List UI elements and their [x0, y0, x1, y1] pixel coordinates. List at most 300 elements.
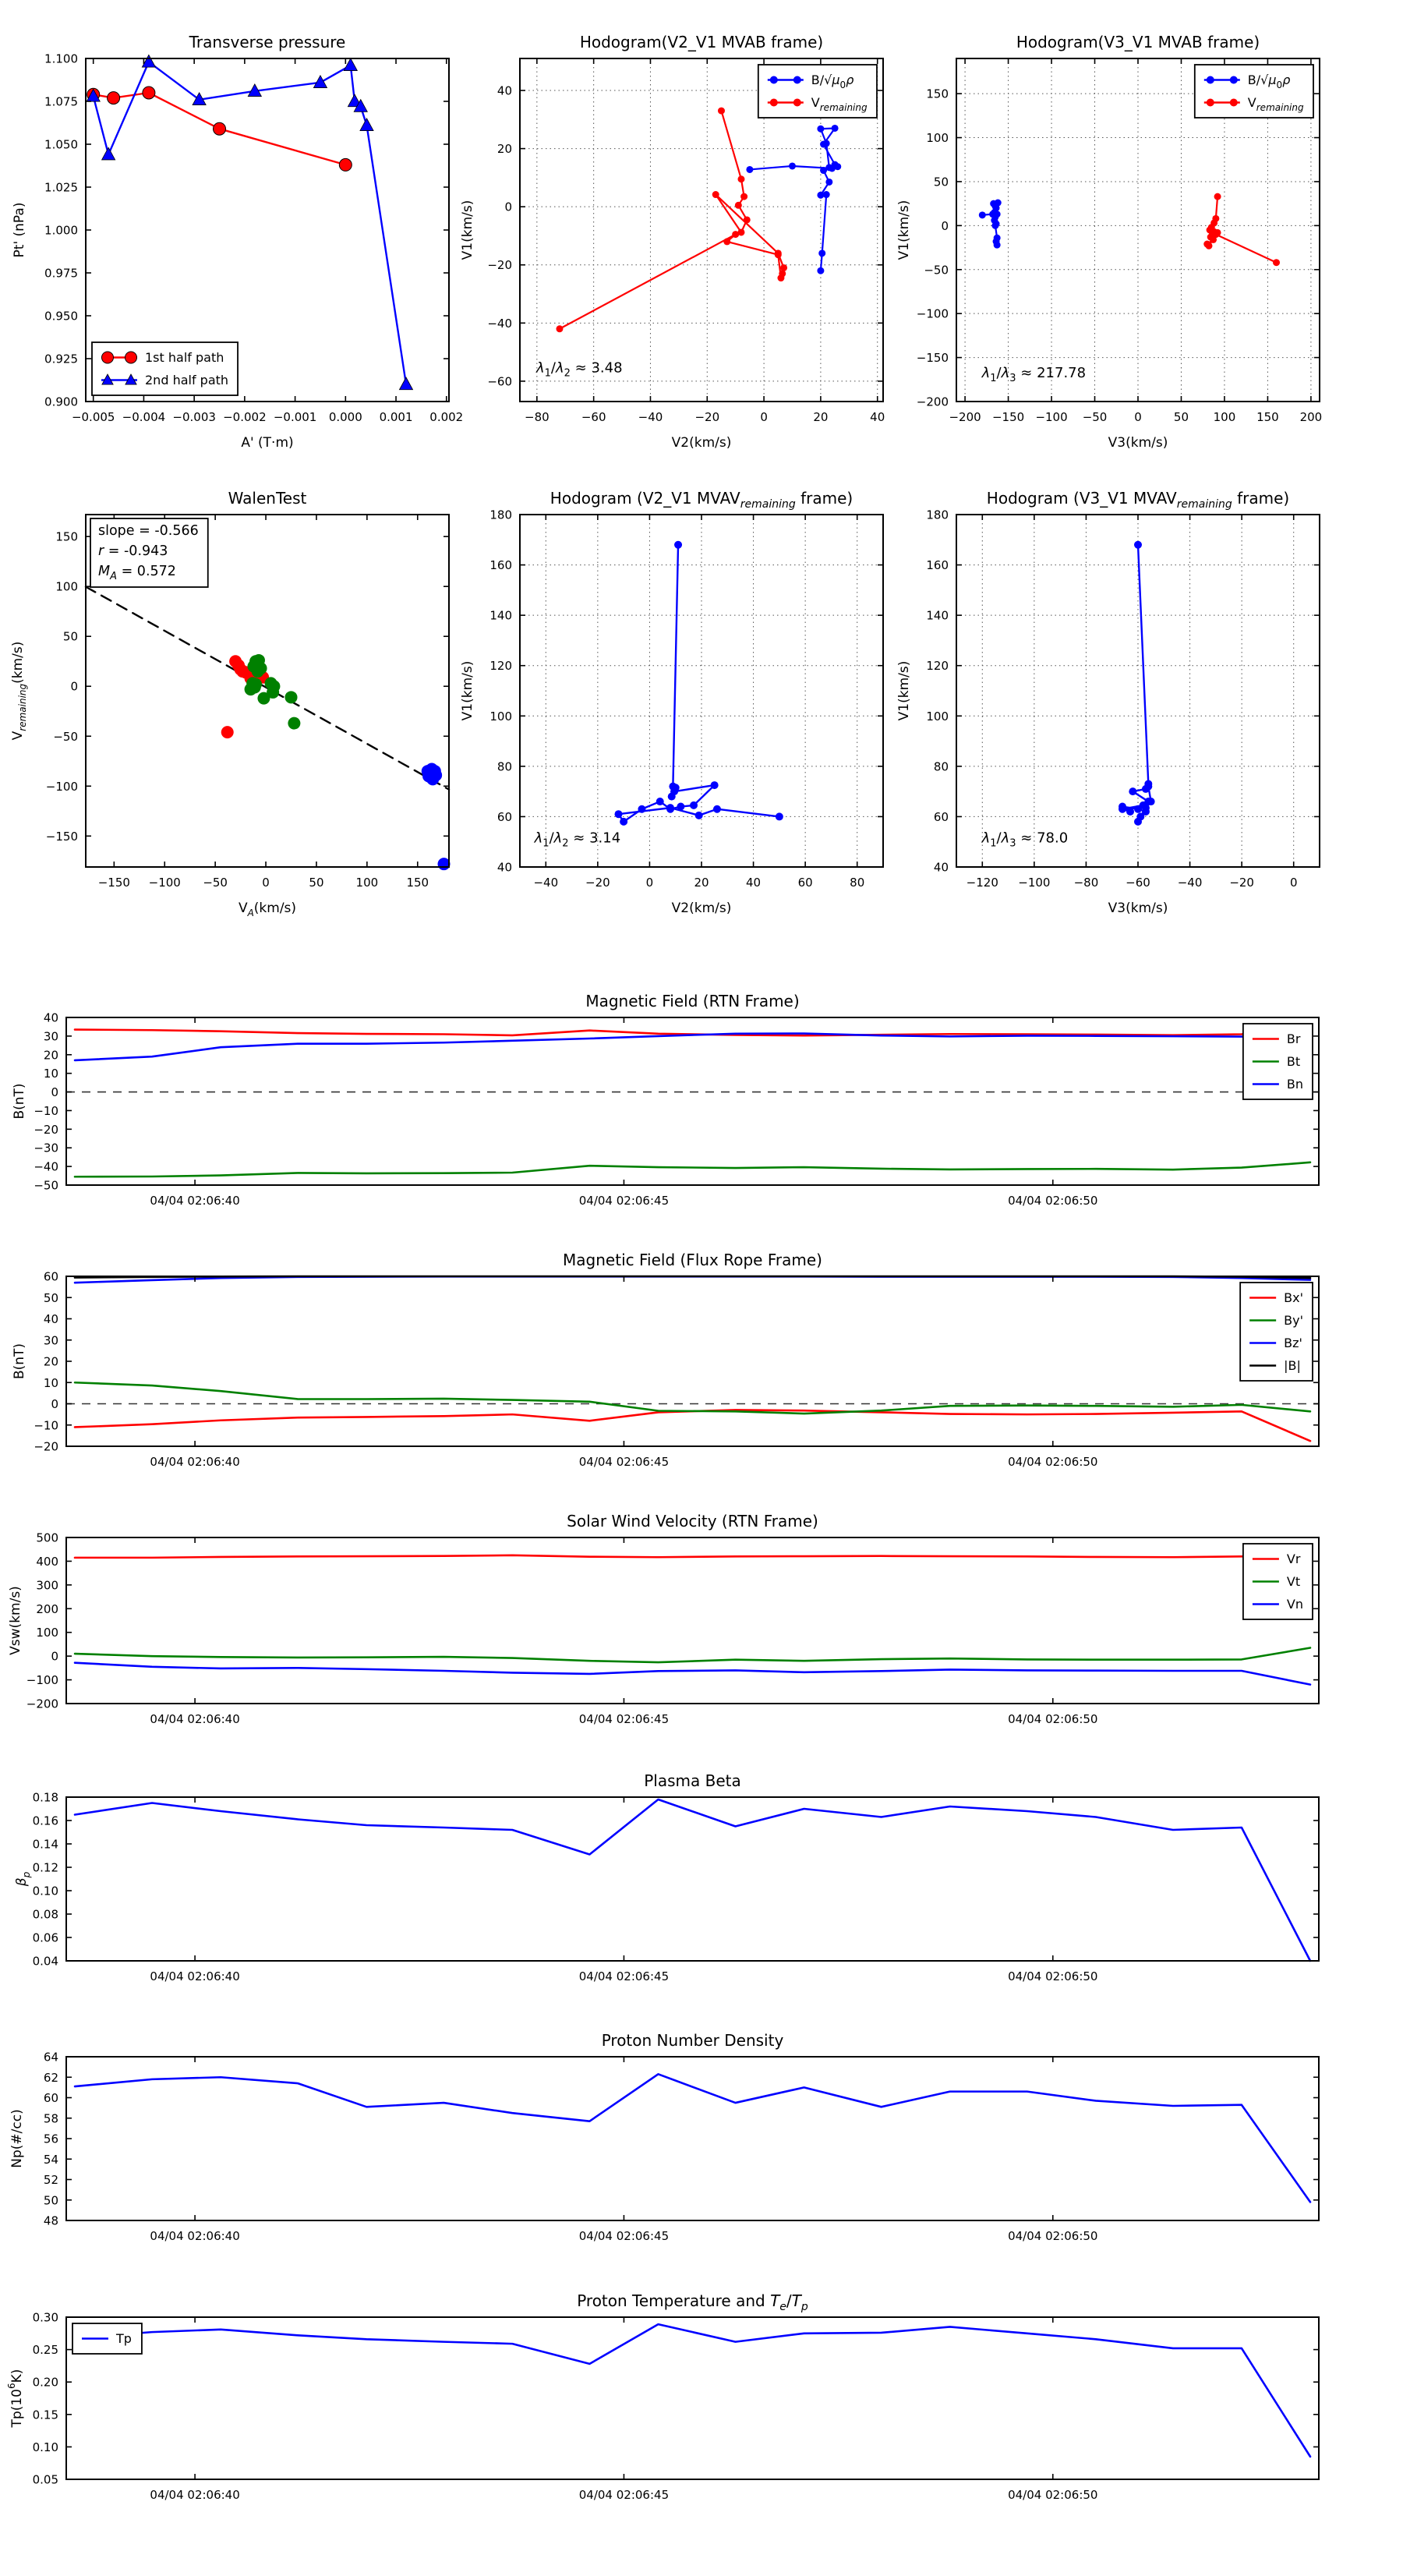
scatter-point-middle-points — [249, 681, 261, 694]
x-tick-label: 20 — [694, 876, 709, 890]
x-tick-label: −120 — [966, 876, 998, 890]
y-tick-label: −100 — [45, 779, 78, 794]
y-tick-label: 1.000 — [44, 223, 78, 238]
series-marker-V-remaining — [712, 191, 719, 198]
y-tick-label: 0.10 — [32, 1884, 58, 1898]
legend — [1240, 1283, 1313, 1381]
y-axis-label: V1(km/s) — [460, 660, 475, 721]
legend — [72, 2323, 142, 2354]
y-tick-label: −100 — [26, 1673, 58, 1688]
y-tick-label: 150 — [55, 529, 78, 544]
y-tick-label: 1.100 — [44, 51, 78, 66]
x-axis-label: V3(km/s) — [1108, 435, 1168, 451]
chart-title: WalenTest — [228, 489, 307, 508]
x-tick-label: 04/04 02:06:50 — [1008, 2488, 1098, 2502]
series-line-V-path — [1122, 545, 1151, 822]
chart-title: Plasma Beta — [644, 1771, 741, 1790]
axis-box — [66, 1537, 1319, 1704]
x-tick-label: 04/04 02:06:50 — [1008, 2229, 1098, 2243]
y-tick-label: 0.14 — [32, 1837, 58, 1852]
legend-label: 1st half path — [145, 350, 224, 365]
y-tick-label: 20 — [43, 1048, 58, 1063]
x-tick-label: 0 — [1134, 410, 1142, 424]
y-tick-label: 400 — [36, 1554, 58, 1569]
y-tick-label: 0.12 — [32, 1860, 58, 1875]
legend — [92, 342, 238, 395]
x-tick-label: 200 — [1299, 410, 1323, 424]
legend-label: $B/√\mu_0\rho$ — [811, 73, 854, 90]
series-line-V-path — [618, 545, 779, 822]
y-tick-label: 120 — [489, 659, 512, 674]
y-tick-label: 0.15 — [32, 2408, 58, 2422]
series-line-By' — [75, 1382, 1310, 1414]
x-tick-label: −20 — [694, 410, 720, 424]
x-tick-label: −40 — [533, 876, 559, 890]
x-tick-label: 60 — [797, 876, 813, 890]
series-marker-V-path — [1134, 805, 1142, 813]
x-tick-label: −150 — [97, 876, 130, 890]
y-tick-label: 64 — [43, 2050, 58, 2065]
series-marker-V-path — [713, 805, 721, 813]
series-marker-V-path — [1134, 818, 1142, 826]
x-tick-label: 40 — [746, 876, 762, 890]
y-tick-label: 52 — [43, 2173, 58, 2187]
chart-proton-number-density — [9, 2031, 1319, 2243]
y-tick-label: −100 — [916, 306, 949, 321]
series-marker-B-alfven — [818, 249, 825, 257]
y-tick-label: 0.06 — [32, 1930, 58, 1945]
chart-title: Hodogram (V2_V1 $MVAV_{remaining}$ frame) — [550, 489, 853, 511]
series-line-beta-p — [75, 1799, 1310, 1961]
y-tick-label: 10 — [43, 1375, 58, 1390]
scatter-point-second-half-points — [426, 773, 439, 785]
legend — [758, 65, 877, 118]
y-tick-label: 10 — [43, 1067, 58, 1081]
y-tick-label: 140 — [926, 608, 949, 623]
series-marker-V-path — [656, 798, 664, 805]
legend-sample-marker — [1230, 99, 1238, 107]
y-tick-label: 0.16 — [32, 1813, 58, 1828]
x-tick-label: −0.004 — [122, 410, 166, 424]
chart-title: Proton Temperature and $T_e/T_p$ — [577, 2291, 808, 2313]
legend-sample-marker — [125, 352, 137, 363]
legend-label: Bx' — [1284, 1290, 1303, 1305]
series-marker-V-path — [711, 781, 719, 789]
series-marker-V-path — [670, 787, 678, 795]
x-tick-label: 04/04 02:06:45 — [578, 1455, 670, 1469]
scatter-point-middle-points — [252, 665, 264, 678]
x-axis-label: A' (T·m) — [241, 435, 294, 451]
y-tick-label: 500 — [36, 1530, 58, 1545]
x-tick-label: 04/04 02:06:50 — [1008, 1455, 1098, 1469]
x-tick-label: 40 — [870, 410, 885, 424]
chart-title: Hodogram(V3_V1 MVAB frame) — [1016, 33, 1260, 51]
series-marker-B-alfven — [789, 162, 796, 169]
series-marker-V-path — [620, 818, 627, 826]
y-tick-label: −200 — [26, 1697, 58, 1711]
x-tick-label: −20 — [1229, 876, 1254, 890]
y-tick-label: 0.08 — [32, 1907, 58, 1922]
x-tick-label: −0.005 — [71, 410, 115, 424]
x-tick-label: 04/04 02:06:40 — [150, 1194, 240, 1208]
chart-title: Transverse pressure — [189, 33, 346, 51]
series-marker-V-path — [1134, 541, 1142, 549]
scatter-point-first-half-points — [221, 726, 234, 738]
series-marker-V-path — [695, 812, 703, 819]
y-axis-label: B(nT) — [12, 1083, 27, 1120]
series-marker-B-alfven — [817, 267, 824, 274]
y-tick-label: 40 — [43, 1010, 58, 1025]
y-tick-label: 100 — [489, 709, 512, 724]
y-tick-label: 0 — [504, 200, 512, 214]
legend-sample-marker — [793, 76, 801, 84]
legend — [1243, 1024, 1313, 1099]
chart-title: Proton Number Density — [601, 2031, 784, 2050]
y-tick-label: 58 — [43, 2111, 58, 2126]
legend-label: $V_{remaining}$ — [811, 95, 868, 113]
y-tick-label: 0 — [70, 679, 78, 694]
y-tick-label: 40 — [933, 860, 949, 875]
series-marker-V-remaining — [732, 231, 739, 238]
chart-transverse-pressure — [12, 33, 463, 451]
y-tick-label: 60 — [497, 809, 512, 824]
chart-title: Hodogram(V2_V1 MVAB frame) — [579, 33, 824, 51]
x-tick-label: 04/04 02:06:50 — [1008, 1712, 1098, 1726]
y-tick-label: 0.25 — [32, 2343, 58, 2358]
chart-solar-wind-velocity — [8, 1512, 1319, 1726]
series-marker-V-path — [776, 812, 783, 820]
legend-label: 2nd half path — [145, 373, 229, 387]
y-tick-label: 160 — [926, 558, 949, 573]
x-tick-label: 04/04 02:06:50 — [1008, 1194, 1098, 1208]
series-marker-2nd half path — [313, 76, 327, 88]
y-tick-label: 180 — [489, 508, 512, 522]
legend-label: Vr — [1286, 1552, 1301, 1566]
x-axis-label: V2(km/s) — [671, 901, 732, 916]
chart-title: Magnetic Field (Flux Rope Frame) — [563, 1251, 822, 1269]
series-marker-V-remaining — [780, 264, 787, 271]
series-marker-B-alfven — [979, 211, 986, 218]
series-marker-B-alfven — [994, 242, 1001, 249]
series-marker-V-remaining — [775, 251, 782, 258]
y-tick-label: −30 — [34, 1141, 58, 1155]
y-tick-label: −50 — [34, 1178, 58, 1193]
y-tick-label: 140 — [489, 608, 512, 623]
x-tick-label: −0.001 — [273, 410, 317, 424]
legend-label: $V_{remaining}$ — [1247, 95, 1304, 113]
series-marker-V-remaining — [1214, 193, 1221, 200]
y-tick-label: 50 — [43, 1290, 58, 1305]
series-marker-2nd half path — [399, 377, 412, 390]
y-tick-label: 100 — [926, 131, 949, 146]
y-tick-label: 40 — [497, 83, 512, 98]
series-marker-V-remaining — [740, 193, 747, 200]
x-tick-label: 50 — [309, 876, 324, 890]
series-marker-V-path — [1119, 803, 1126, 811]
y-tick-label: 100 — [36, 1626, 58, 1640]
x-tick-label: −60 — [581, 410, 606, 424]
annotation-text: $\lambda_1/\lambda_2 \approx 3.14$ — [534, 830, 621, 850]
series-marker-B-alfven — [746, 166, 753, 173]
x-tick-label: 04/04 02:06:40 — [150, 1969, 240, 1983]
series-marker-2nd half path — [360, 119, 373, 131]
y-tick-label: 150 — [926, 87, 949, 101]
stats-box — [90, 518, 208, 587]
annotation-text: $\lambda_1/\lambda_3 \approx 217.78$ — [981, 365, 1087, 385]
x-tick-label: −0.002 — [223, 410, 267, 424]
axis-box — [66, 2057, 1319, 2220]
x-axis-label: V3(km/s) — [1108, 901, 1168, 916]
x-tick-label: 04/04 02:06:40 — [150, 2229, 240, 2243]
y-tick-label: 1.050 — [44, 137, 78, 152]
series-marker-V-remaining — [556, 325, 563, 332]
series-marker-V-path — [677, 803, 684, 811]
x-tick-label: −40 — [1177, 876, 1203, 890]
y-tick-label: −50 — [924, 263, 949, 278]
chart-hodogram-v3v1-mvab — [896, 33, 1322, 451]
stats-line: $M_A = 0.572$ — [98, 564, 176, 582]
x-tick-label: 0.000 — [328, 410, 362, 424]
series-marker-V-remaining — [723, 238, 730, 245]
x-tick-label: 0 — [1289, 876, 1298, 890]
chart-title: Magnetic Field (RTN Frame) — [585, 992, 800, 1010]
y-tick-label: −200 — [916, 395, 949, 409]
x-tick-label: −60 — [1126, 876, 1150, 890]
y-axis-label: B(nT) — [12, 1343, 27, 1380]
x-tick-label: 04/04 02:06:40 — [150, 1455, 240, 1469]
x-tick-label: −20 — [585, 876, 610, 890]
y-tick-label: 300 — [36, 1578, 58, 1593]
series-marker-V-remaining — [735, 202, 742, 209]
y-tick-label: 56 — [43, 2132, 58, 2146]
axis-box — [66, 1276, 1319, 1446]
x-tick-label: 100 — [355, 876, 379, 890]
y-tick-label: 100 — [55, 579, 78, 594]
scatter-point-middle-points — [288, 717, 300, 730]
y-tick-label: −150 — [916, 351, 949, 366]
y-tick-label: 30 — [43, 1029, 58, 1044]
y-tick-label: 60 — [43, 1269, 58, 1284]
y-axis-label: $V_{remaining}(km/s)$ — [10, 641, 28, 741]
series-marker-B-alfven — [820, 167, 827, 174]
legend-label: Bt — [1286, 1054, 1301, 1069]
y-axis-label: Vsw(km/s) — [8, 1586, 23, 1655]
y-tick-label: 0 — [51, 1397, 58, 1411]
y-tick-label: 80 — [933, 759, 949, 774]
series-marker-V-remaining — [737, 175, 744, 182]
series-marker-B-alfven — [823, 140, 830, 147]
annotation-text: $\lambda_1/\lambda_2 \approx 3.48$ — [535, 359, 623, 380]
x-tick-label: −100 — [148, 876, 181, 890]
y-tick-label: 0.10 — [32, 2440, 58, 2454]
chart-magnetic-field-rtn — [12, 992, 1319, 1208]
legend-sample-marker — [770, 99, 778, 107]
legend-label: Vt — [1286, 1574, 1301, 1589]
chart-hodogram-v2v1-mvab — [460, 33, 885, 451]
x-tick-label: −50 — [203, 876, 228, 890]
legend-label: By' — [1284, 1313, 1303, 1328]
stats-line: slope = -0.566 — [98, 523, 199, 539]
x-tick-label: 04/04 02:06:50 — [1008, 1969, 1098, 1983]
series-marker-B-alfven — [817, 126, 824, 133]
y-tick-label: −10 — [34, 1418, 58, 1433]
series-marker-1st half path — [214, 122, 226, 135]
x-tick-label: 0 — [262, 876, 270, 890]
x-axis-label: $V_A(km/s)$ — [238, 901, 297, 918]
chart-title: Hodogram (V3_V1 $MVAV_{remaining}$ frame) — [986, 489, 1290, 511]
y-tick-label: −20 — [34, 1439, 58, 1454]
x-tick-label: −200 — [949, 410, 981, 424]
x-tick-label: 0.001 — [379, 410, 413, 424]
legend-label: Bz' — [1284, 1336, 1302, 1350]
x-tick-label: 04/04 02:06:45 — [578, 1969, 670, 1983]
chart-proton-temperature — [6, 2291, 1319, 2502]
series-marker-B-alfven — [832, 125, 839, 132]
y-tick-label: −20 — [34, 1122, 58, 1137]
series-marker-1st half path — [143, 87, 155, 99]
y-tick-label: −60 — [487, 374, 512, 389]
x-tick-label: −80 — [525, 410, 550, 424]
chart-magnetic-field-flux-rope — [12, 1251, 1319, 1469]
y-tick-label: 62 — [43, 2070, 58, 2085]
legend-sample-marker — [1207, 76, 1214, 84]
y-axis-label: Pt' (nPa) — [12, 202, 27, 258]
axis-box — [66, 1017, 1319, 1185]
y-tick-label: 1.025 — [44, 180, 78, 195]
y-tick-label: 30 — [43, 1333, 58, 1348]
stats-line: r = -0.943 — [98, 543, 168, 559]
y-tick-label: 1.075 — [44, 94, 78, 109]
series-marker-V-path — [690, 801, 698, 809]
y-tick-label: 160 — [489, 558, 512, 573]
series-marker-V-remaining — [718, 108, 725, 115]
y-tick-label: 60 — [933, 809, 949, 824]
y-axis-label: V1(km/s) — [896, 200, 912, 260]
legend-label: Bn — [1286, 1077, 1303, 1092]
y-axis-label: $Tp(10^6K)$ — [6, 2369, 25, 2428]
legend-sample-marker — [1207, 99, 1214, 107]
y-axis-label: $\beta_p$ — [14, 1871, 32, 1887]
y-tick-label: 20 — [497, 142, 512, 157]
series-line-Bn — [75, 1034, 1310, 1060]
series-marker-V-path — [666, 804, 674, 812]
series-line-Vr — [75, 1555, 1310, 1558]
y-tick-label: 0.975 — [44, 266, 78, 281]
series-marker-V-remaining — [1273, 259, 1280, 266]
y-tick-label: 0.950 — [44, 309, 78, 324]
y-axis-label: V1(km/s) — [896, 660, 912, 721]
x-tick-label: −80 — [1073, 876, 1099, 890]
series-marker-V-path — [1144, 783, 1152, 791]
axis-box — [66, 1797, 1319, 1961]
x-tick-label: 04/04 02:06:45 — [578, 2229, 670, 2243]
series-line-Bz' — [75, 1276, 1310, 1283]
series-marker-V-path — [638, 805, 645, 813]
y-tick-label: 0.20 — [32, 2375, 58, 2390]
y-tick-label: 50 — [43, 2193, 58, 2208]
y-tick-label: −40 — [34, 1159, 58, 1174]
scatter-point-middle-points — [257, 692, 270, 705]
x-tick-label: 04/04 02:06:45 — [578, 1712, 670, 1726]
y-tick-label: 0 — [51, 1649, 58, 1664]
x-tick-label: 0 — [760, 410, 768, 424]
x-tick-label: −100 — [1035, 410, 1068, 424]
y-axis-label: V1(km/s) — [460, 200, 475, 260]
y-axis-label: Np(#/cc) — [9, 2109, 25, 2168]
x-tick-label: 0 — [645, 876, 654, 890]
chart-hodogram-v2v1-mvav — [460, 489, 883, 916]
legend-label: Vn — [1286, 1597, 1303, 1612]
series-marker-V-path — [1129, 787, 1136, 795]
series-marker-2nd half path — [102, 147, 115, 160]
x-tick-label: −50 — [1082, 410, 1108, 424]
series-line-Vt — [75, 1647, 1310, 1662]
y-tick-label: 0 — [51, 1085, 58, 1100]
scatter-point-middle-points — [285, 691, 298, 703]
series-line-Bt — [75, 1162, 1310, 1177]
y-tick-label: −150 — [45, 829, 78, 844]
y-tick-label: 50 — [62, 629, 78, 644]
y-tick-label: 100 — [926, 709, 949, 724]
series-line-Tp — [75, 2324, 1310, 2457]
legend-sample-marker — [102, 352, 114, 363]
chart-plasma-beta — [14, 1771, 1319, 1983]
series-marker-V-remaining — [1212, 231, 1219, 238]
legend-label: Tp — [116, 2331, 132, 2346]
y-tick-label: 120 — [926, 659, 949, 674]
x-tick-label: 0.002 — [429, 410, 464, 424]
legend-sample-marker — [1230, 76, 1238, 84]
y-tick-label: 0.925 — [44, 352, 78, 366]
x-tick-label: 04/04 02:06:45 — [578, 1194, 670, 1208]
y-tick-label: −20 — [487, 258, 512, 273]
series-line-Np — [75, 2074, 1310, 2202]
legend — [1195, 65, 1313, 118]
y-tick-label: 200 — [36, 1601, 58, 1616]
y-tick-label: −40 — [487, 316, 512, 331]
series-marker-V-path — [1147, 798, 1155, 805]
series-marker-V-path — [1142, 804, 1150, 812]
y-tick-label: 0.900 — [44, 395, 78, 409]
y-tick-label: 0.04 — [32, 1954, 58, 1969]
axis-box — [66, 2317, 1319, 2479]
legend-label: |B| — [1284, 1358, 1301, 1373]
y-tick-label: 50 — [933, 175, 949, 189]
y-tick-label: −10 — [34, 1103, 58, 1118]
x-tick-label: −40 — [638, 410, 663, 424]
y-tick-label: −50 — [53, 729, 78, 744]
series-marker-B-alfven — [991, 222, 998, 229]
x-tick-label: −100 — [1018, 876, 1051, 890]
annotation-text: $\lambda_1/\lambda_3 \approx 78.0$ — [981, 830, 1069, 850]
x-tick-label: 20 — [813, 410, 829, 424]
y-tick-label: 60 — [43, 2091, 58, 2105]
x-axis-label: V2(km/s) — [671, 435, 732, 451]
y-tick-label: 180 — [926, 508, 949, 522]
series-line-B-alfven — [750, 128, 838, 271]
y-tick-label: 80 — [497, 759, 512, 774]
x-tick-label: 150 — [1256, 410, 1279, 424]
series-marker-1st half path — [108, 92, 120, 104]
chart-title: Solar Wind Velocity (RTN Frame) — [567, 1512, 818, 1530]
series-marker-V-remaining — [1205, 242, 1212, 249]
legend-sample-marker — [793, 99, 801, 107]
y-tick-label: 40 — [497, 860, 512, 875]
series-marker-V-path — [674, 541, 682, 549]
y-tick-label: 0.05 — [32, 2472, 58, 2487]
series-marker-V-remaining — [744, 216, 751, 223]
legend — [1243, 1544, 1313, 1619]
